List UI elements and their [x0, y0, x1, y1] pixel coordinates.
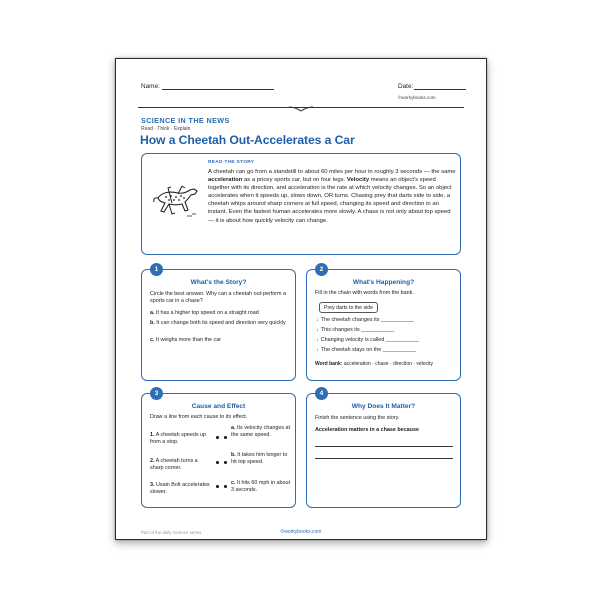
- kicker: SCIENCE IN THE NEWS: [141, 116, 230, 125]
- q2-prompt: Fill in the chain with words from the bank.: [315, 290, 414, 296]
- footer-series: Part of the daily Science series: [141, 530, 202, 535]
- q2-chain-step-3[interactable]: ↓ Changing velocity is called ___________: [316, 337, 419, 343]
- q4-number-badge: 4: [315, 387, 328, 400]
- story-box: [141, 153, 461, 255]
- q1-option-c[interactable]: c. It weighs more than the car: [150, 337, 222, 343]
- term-acceleration: acceleration: [208, 177, 243, 184]
- date-line[interactable]: [414, 83, 466, 90]
- story-heading: READ THE STORY: [208, 160, 255, 165]
- q3-prompt: Draw a line from each cause to its effect.: [150, 414, 248, 420]
- q2-number-badge: 2: [315, 263, 328, 276]
- q3-effect-b: b. It takes him longer to hit top speed.: [231, 452, 288, 466]
- q1-box: [141, 269, 296, 381]
- name-line[interactable]: [162, 83, 274, 90]
- rule-notch-icon: [289, 104, 313, 112]
- q2-chain-step-4[interactable]: ↓ The cheetah stays on the ___________: [316, 347, 416, 353]
- cheetah-running-icon: [152, 182, 200, 218]
- name-label: Name:: [141, 83, 160, 90]
- q4-title: Why Does It Matter?: [351, 403, 416, 410]
- q3-title: Cause and Effect: [191, 403, 246, 410]
- q3-effect-a: a. Its velocity changes at the same speed.: [231, 425, 291, 439]
- q2-box: [306, 269, 461, 381]
- q3-box: [141, 393, 296, 508]
- date-label: Date:: [398, 83, 414, 90]
- q3-cause-dot-2[interactable]: [216, 461, 219, 464]
- q3-cause-2: 2. A cheetah turns a sharp corner.: [150, 458, 198, 472]
- q3-effect-dot-b[interactable]: [224, 461, 227, 464]
- term-velocity: Velocity: [346, 177, 370, 184]
- q3-cause-1: 1. A cheetah speeds up from a stop.: [150, 432, 207, 446]
- q3-cause-3: 3. Usain Bolt accelerates slower.: [150, 482, 210, 496]
- down-arrow-icon: ↓: [316, 327, 319, 333]
- worksheet-page: [115, 58, 487, 540]
- q2-title: What's Happening?: [352, 279, 415, 286]
- q3-number-badge: 3: [150, 387, 163, 400]
- q4-prompt: Finish the sentence using the story.: [315, 415, 400, 421]
- story-text: A cheetah can go from a standstill to about 60 miles per hour in roughly 3 seconds — the same acceleration as a pricey sports car, but on four legs. Velocity means an object's speed together with its direction, and acceleration is the rate at which velocity changes. So an object accelerates when it speeds up, slows down, OR turns. Chasing prey that darts side to side, a cheetah whips around sharp corners at full speed, changing its speed and direction in an instant. Even the fastest human accelerates more slowly. A chase is not only about top speed — it is about how quickly velocity can change.: [208, 169, 456, 224]
- q4-answer-line-1[interactable]: [315, 446, 453, 447]
- down-arrow-icon: ↓: [316, 317, 319, 323]
- q3-cause-dot-3[interactable]: [216, 485, 219, 488]
- q2-chain-step-2[interactable]: ↓ This changes its ___________: [316, 327, 395, 333]
- q2-start-chip: Prey darts to the side: [319, 302, 378, 313]
- q4-sentence-starter: Acceleration matters in a chase because: [315, 427, 419, 433]
- q1-number-badge: 1: [150, 263, 163, 276]
- q4-box: [306, 393, 461, 508]
- q1-option-a[interactable]: a. It has a higher top speed on a straight road: [150, 310, 259, 316]
- page-title: How a Cheetah Out-Accelerates a Car: [140, 133, 355, 147]
- q1-option-b[interactable]: b. It can change both its speed and direction very quickly: [150, 320, 286, 326]
- q2-word-bank: Word bank: acceleration · chase · direction · velocity: [315, 361, 434, 367]
- q3-cause-dot-1[interactable]: [216, 436, 219, 439]
- q2-chain-step-1[interactable]: ↓ The cheetah changes its ___________: [316, 317, 414, 323]
- down-arrow-icon: ↓: [316, 347, 319, 353]
- q1-prompt: Circle the best answer. Why can a cheetah out-perform a sports car in a chase?: [150, 291, 287, 305]
- q3-effect-dot-c[interactable]: [224, 485, 227, 488]
- q4-answer-line-2[interactable]: [315, 458, 453, 459]
- subtitle: Read · Think · Explain: [141, 126, 191, 132]
- q3-effect-dot-a[interactable]: [224, 436, 227, 439]
- q3-effect-c: c. It hits 60 mph in about 3 seconds.: [231, 480, 291, 494]
- footer-site: ©workybooks.com: [280, 529, 322, 535]
- down-arrow-icon: ↓: [316, 337, 319, 343]
- q1-title: What's the Story?: [190, 279, 247, 286]
- site-credit: ©workybooks.com: [398, 95, 436, 100]
